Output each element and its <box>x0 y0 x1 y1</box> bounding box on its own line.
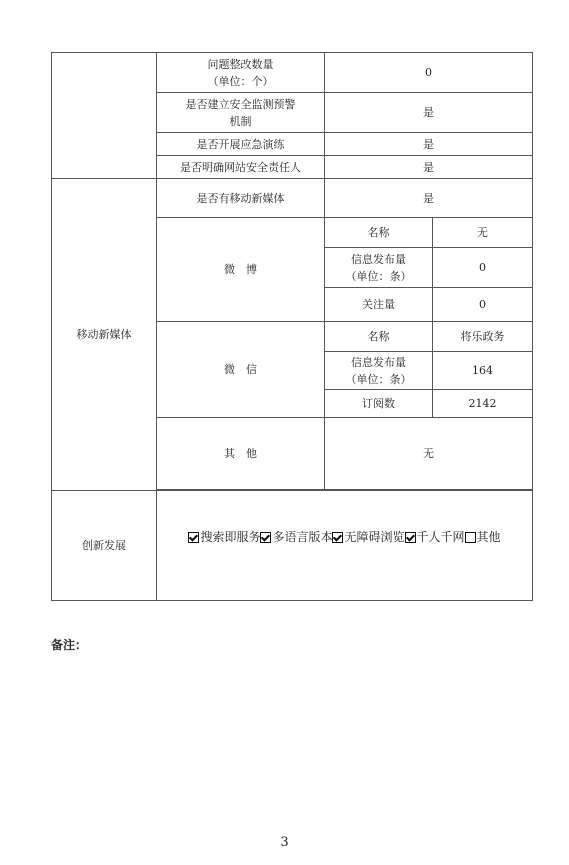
weibo-name-label: 名称 <box>325 218 433 248</box>
other-media-value: 无 <box>325 418 533 490</box>
weibo-name-value: 无 <box>433 218 533 248</box>
has-mobile-label: 是否有移动新媒体 <box>157 179 325 218</box>
innovation-option-label: 千人千网 <box>416 530 465 544</box>
report-table <box>51 52 533 601</box>
innovation-checkbox-row <box>161 529 528 546</box>
other-media-label: 其 他 <box>157 418 325 490</box>
weibo-posts-label: 信息发布量 （单位：条） <box>325 248 433 288</box>
checked-checkbox[interactable] <box>405 532 416 543</box>
checked-checkbox[interactable] <box>332 532 343 543</box>
page-number: 3 <box>280 835 289 850</box>
wechat-name-label: 名称 <box>325 322 433 352</box>
has-mobile-value: 是 <box>325 179 533 218</box>
wechat-posts-label: 信息发布量 （单位：条） <box>325 352 433 390</box>
wechat-subs-value: 2142 <box>433 390 533 418</box>
mobile-media-section-label: 移动新媒体 <box>52 179 157 491</box>
rectify-count-label: 问题整改数量 （单位：个） <box>157 53 325 93</box>
checked-checkbox[interactable] <box>260 532 271 543</box>
innovation-option-label: 搜索即服务 <box>200 530 261 544</box>
monitoring-value: 是 <box>325 93 533 133</box>
weibo-followers-label: 关注量 <box>325 288 433 322</box>
drill-label: 是否开展应急演练 <box>157 133 325 156</box>
section-cell-blank <box>52 53 157 179</box>
innovation-option-label: 其他 <box>476 530 501 544</box>
innovation-option-label: 无障碍浏览 <box>344 530 405 544</box>
monitoring-label: 是否建立安全监测预警 机制 <box>157 93 325 133</box>
responsible-value: 是 <box>325 156 533 179</box>
rectify-count-value: 0 <box>325 53 533 93</box>
weibo-followers-value: 0 <box>433 288 533 322</box>
wechat-posts-value: 164 <box>433 352 533 390</box>
drill-value: 是 <box>325 133 533 156</box>
wechat-subs-label: 订阅数 <box>325 390 433 418</box>
weibo-label: 微 博 <box>157 218 325 322</box>
checked-checkbox[interactable] <box>188 532 199 543</box>
innovation-label: 创新发展 <box>52 491 157 601</box>
unchecked-checkbox[interactable] <box>465 532 476 543</box>
wechat-label: 微 信 <box>157 322 325 418</box>
innovation-options <box>157 491 533 601</box>
note-label: 备注： <box>51 638 88 652</box>
weibo-posts-value: 0 <box>433 248 533 288</box>
innovation-option-label: 多语言版本 <box>272 530 333 544</box>
responsible-label: 是否明确网站安全责任人 <box>157 156 325 179</box>
wechat-name-value: 将乐政务 <box>433 322 533 352</box>
